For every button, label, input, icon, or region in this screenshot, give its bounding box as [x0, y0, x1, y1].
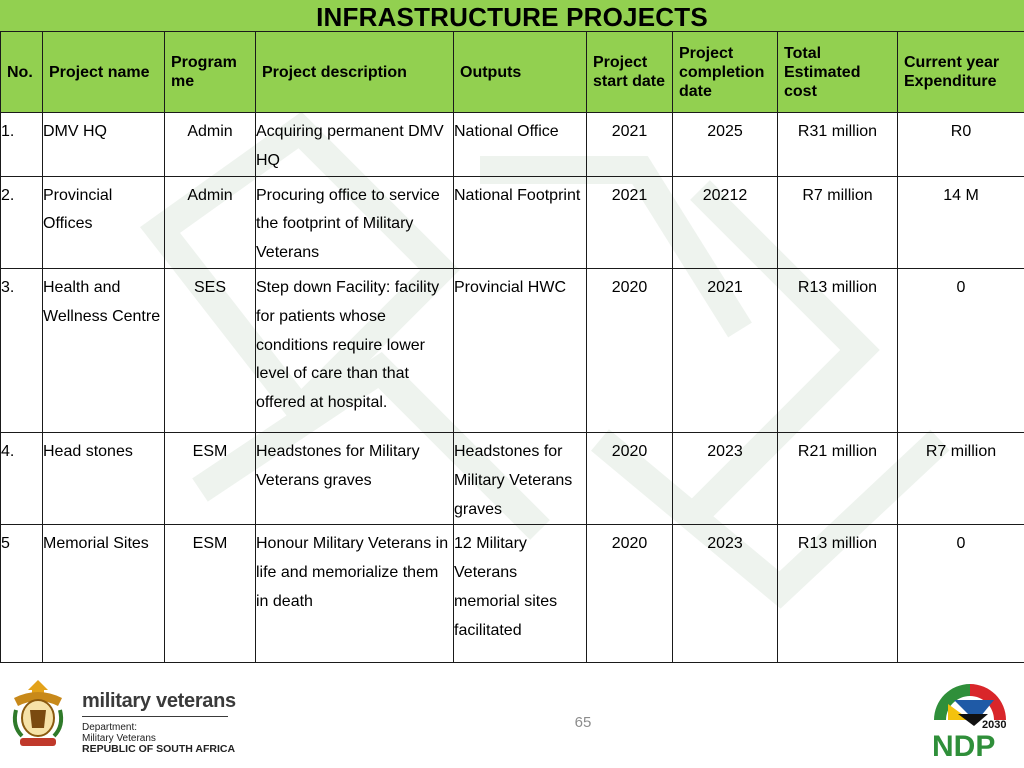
header-outputs: Outputs — [454, 32, 587, 113]
page-number: 65 — [574, 714, 592, 731]
ndp-logo-icon — [924, 674, 1016, 760]
dmv-logo-divider — [82, 716, 228, 717]
header-no: No. — [1, 32, 43, 113]
cell-project-name: Health and Wellness Centre — [43, 268, 165, 432]
cell-estimated-cost: R31 million — [778, 113, 898, 177]
cell-project-name: Head stones — [43, 432, 165, 524]
cell-start-date: 2020 — [587, 268, 673, 432]
cell-estimated-cost: R13 million — [778, 268, 898, 432]
cell-expenditure: R0 — [898, 113, 1024, 177]
header-current-expenditure: Current year Expenditure — [898, 32, 1024, 113]
cell-description: Step down Facility: facility for patients whose conditions require lower level of care than that offered at hospital. — [256, 268, 454, 432]
dmv-logo-line2: Military Veterans — [82, 733, 156, 744]
dmv-logo-name: military veterans — [82, 690, 236, 712]
cell-description: Honour Military Veterans in life and memorialize them in death — [256, 525, 454, 663]
header-estimated-cost: Total Estimated cost — [778, 32, 898, 113]
cell-programme: Admin — [165, 176, 256, 268]
cell-outputs: National Office — [454, 113, 587, 177]
cell-no: 1. — [1, 113, 43, 177]
cell-estimated-cost: R7 million — [778, 176, 898, 268]
cell-completion-date: 2023 — [673, 432, 778, 524]
ndp-text: NDP — [932, 730, 996, 760]
cell-outputs: Headstones for Military Veterans graves — [454, 432, 587, 524]
cell-programme: ESM — [165, 432, 256, 524]
cell-programme: ESM — [165, 525, 256, 663]
dmv-logo-line3: REPUBLIC OF SOUTH AFRICA — [82, 743, 236, 755]
cell-expenditure: 0 — [898, 525, 1024, 663]
table-row — [1, 525, 1024, 663]
cell-start-date: 2020 — [587, 432, 673, 524]
cell-no: 3. — [1, 268, 43, 432]
cell-completion-date: 2023 — [673, 525, 778, 663]
cell-no: 2. — [1, 176, 43, 268]
header-programme: Programme — [165, 32, 256, 113]
header-project-description: Project description — [256, 32, 454, 113]
cell-expenditure: 0 — [898, 268, 1024, 432]
cell-outputs: National Footprint — [454, 176, 587, 268]
cell-outputs: Provincial HWC — [454, 268, 587, 432]
table-header-row — [1, 32, 1024, 113]
cell-start-date: 2021 — [587, 176, 673, 268]
header-completion-date: Project completion date — [673, 32, 778, 113]
cell-no: 4. — [1, 432, 43, 524]
coat-of-arms-icon — [8, 676, 68, 752]
cell-completion-date: 2025 — [673, 113, 778, 177]
page-title: INFRASTRUCTURE PROJECTS — [316, 2, 708, 32]
cell-estimated-cost: R21 million — [778, 432, 898, 524]
dmv-logo-text — [82, 690, 236, 755]
cell-programme: SES — [165, 268, 256, 432]
cell-estimated-cost: R13 million — [778, 525, 898, 663]
infrastructure-projects-table — [0, 31, 1024, 663]
cell-expenditure: 14 M — [898, 176, 1024, 268]
cell-completion-date: 20212 — [673, 176, 778, 268]
cell-project-name: Memorial Sites — [43, 525, 165, 663]
table-row — [1, 268, 1024, 432]
cell-project-name: DMV HQ — [43, 113, 165, 177]
ndp-year: 2030 — [982, 719, 1007, 731]
table-row — [1, 113, 1024, 177]
cell-programme: Admin — [165, 113, 256, 177]
cell-start-date: 2020 — [587, 525, 673, 663]
cell-description: Procuring office to service the footprint of Military Veterans — [256, 176, 454, 268]
cell-outputs: 12 Military Veterans memorial sites facilitated — [454, 525, 587, 663]
table-row — [1, 432, 1024, 524]
cell-no: 5 — [1, 525, 43, 663]
header-start-date: Project start date — [587, 32, 673, 113]
cell-start-date: 2021 — [587, 113, 673, 177]
cell-description: Headstones for Military Veterans graves — [256, 432, 454, 524]
dmv-logo-line1: Department: — [82, 722, 138, 733]
table-row — [1, 176, 1024, 268]
page-title-bar — [0, 0, 1024, 31]
cell-description: Acquiring permanent DMV HQ — [256, 113, 454, 177]
cell-project-name: Provincial Offices — [43, 176, 165, 268]
cell-expenditure: R7 million — [898, 432, 1024, 524]
header-project-name: Project name — [43, 32, 165, 113]
cell-completion-date: 2021 — [673, 268, 778, 432]
